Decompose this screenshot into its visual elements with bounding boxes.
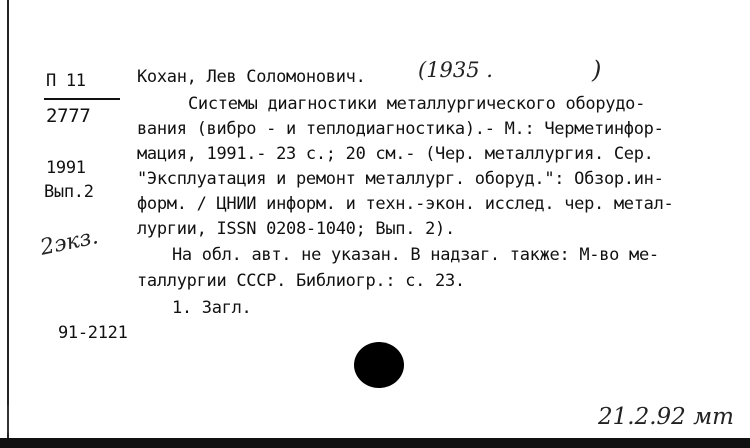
- shelfmark-bottom: 2777: [46, 105, 91, 127]
- body-line: "Эксплуатация и ремонт металлург. оборуд.": Обзор.ин-: [137, 169, 664, 189]
- year-left: 1991: [46, 158, 86, 178]
- card-punch-hole: [354, 342, 404, 388]
- body-line: форм. / ЦНИИ информ. и техн.-экон. исслед. чер. метал-: [137, 194, 674, 214]
- shelfmark-top: П 11: [46, 71, 86, 91]
- body-line: вания (вибро - и теплодиагностика).- М.: Черметинфор-: [137, 119, 664, 139]
- handwritten-copies: 2экз.: [38, 224, 101, 261]
- handwritten-date: 21.2.92 мт: [598, 404, 734, 430]
- body-line: мация, 1991.- 23 с.; 20 см.- (Чер. металлургия. Сер.: [137, 144, 654, 164]
- body-line: Системы диагностики металлургического оборудо-: [188, 94, 646, 114]
- accession-number: 91-2121: [58, 323, 128, 343]
- shelfmark-divider: [44, 98, 120, 100]
- author-heading: Кохан, Лев Соломонович.: [137, 67, 366, 87]
- body-line: лургии, ISSN 0208-1040; Вып. 2).: [137, 219, 455, 239]
- card-bottom-edge: [0, 438, 750, 448]
- card-left-border: [7, 0, 9, 440]
- subject-entry: 1. Загл.: [172, 298, 252, 318]
- handwritten-paren: ): [592, 56, 602, 84]
- note-line: На обл. авт. не указан. В надзаг. также: М-во ме-: [172, 245, 659, 265]
- issue-left: Вып.2: [44, 182, 94, 202]
- handwritten-birth-year: (1935 .: [418, 58, 493, 82]
- card-left-mark: [7, 405, 9, 433]
- note-line: таллургии СССР. Библиогр.: с. 23.: [137, 271, 465, 291]
